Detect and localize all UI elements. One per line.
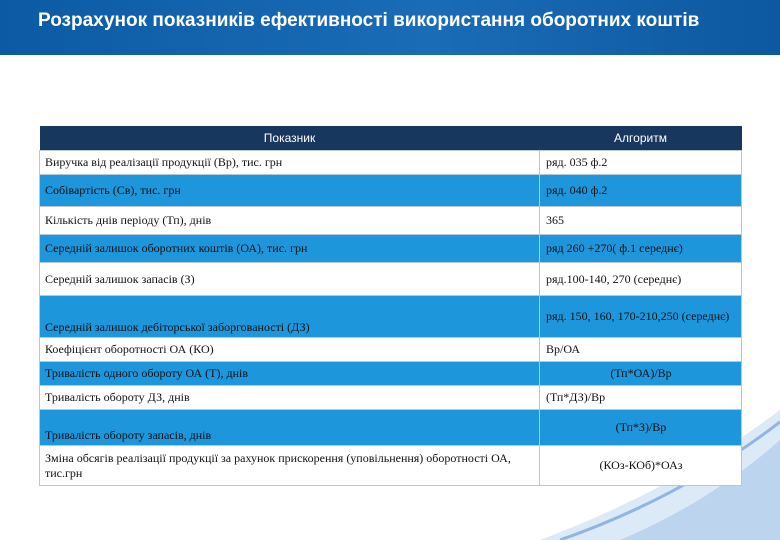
algorithm-cell: (Тп*З)/Вр [540,410,742,446]
table-row [40,362,742,386]
algorithm-cell: (КОз-КОб)*ОАз [540,446,742,486]
indicator-cell: Середній залишок оборотних коштів (ОА), тис. грн [40,235,540,263]
title-bar [0,0,780,55]
table-row [40,410,742,446]
slide-title: Розрахунок показників ефективності використання оборотних коштів [38,10,700,31]
table-header-row [40,126,742,151]
indicator-cell: Виручка від реалізації продукції (Вр), тис. грн [40,151,540,175]
indicator-cell: Середній залишок дебіторської заборгованості (ДЗ) [40,296,540,338]
table-row [40,386,742,410]
table-row [40,263,742,296]
indicator-cell: Тривалість обороту ДЗ, днів [40,386,540,410]
table-row [40,296,742,338]
table-row [40,338,742,362]
indicator-cell: Коефіцієнт оборотності ОА (КО) [40,338,540,362]
table-row [40,446,742,486]
algorithm-cell: ряд. 150, 160, 170-210,250 (середнє) [540,296,742,338]
algorithm-cell: ряд. 035 ф.2 [540,151,742,175]
header-indicator: Показник [40,126,540,151]
algorithm-cell: 365 [540,207,742,235]
algorithm-cell: (Тп*ОА)/Вр [540,362,742,386]
algorithm-cell: (Тп*ДЗ)/Вр [540,386,742,410]
table-row [40,235,742,263]
algorithm-cell: ряд. 040 ф.2 [540,175,742,207]
indicators-table [39,126,742,486]
algorithm-cell: Вр/ОА [540,338,742,362]
table-row [40,151,742,175]
indicator-cell: Зміна обсягів реалізації продукції за рахунок прискорення (уповільнення) оборотності ОА, тис.грн [40,446,540,486]
header-algorithm: Алгоритм [540,126,742,151]
indicator-cell: Собівартість (Св), тис. грн [40,175,540,207]
indicator-cell: Кількість днів періоду (Тп), днів [40,207,540,235]
algorithm-cell: ряд.100-140, 270 (середнє) [540,263,742,296]
indicator-cell: Тривалість одного обороту ОА (Т), днів [40,362,540,386]
indicator-cell: Тривалість обороту запасів, днів [40,410,540,446]
table-row [40,175,742,207]
indicator-cell: Середній залишок запасів (З) [40,263,540,296]
algorithm-cell: ряд 260 +270( ф.1 середнє) [540,235,742,263]
table-row [40,207,742,235]
